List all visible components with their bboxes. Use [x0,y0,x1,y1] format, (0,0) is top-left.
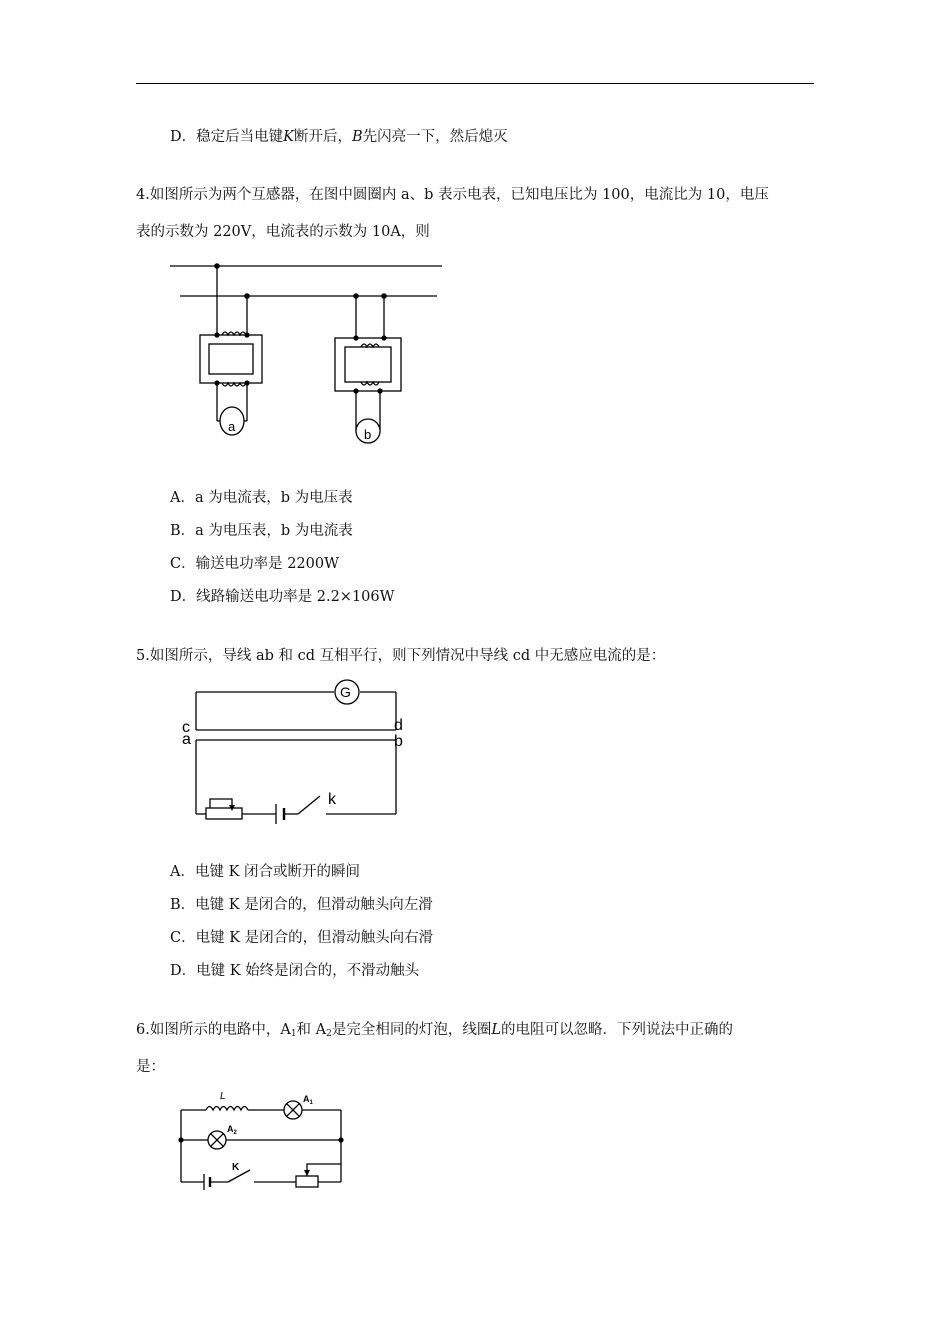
q6-stem-line2: 是： [136,1059,165,1075]
label-d: d [394,717,403,734]
q4-option-c: C．输送电功率是 2200W [170,556,340,572]
header-rule [136,83,814,84]
q6-stem-line1: 6.如图所示的电路中，$A_1$和 $A_2$是完全相同的灯泡，线圈L的电阻可以忽略．下列说法中正确的 [136,1022,734,1039]
label-c: c [182,719,190,736]
q5-option-d: D．电键 K 始终是闭合的，不滑动触头 [170,963,420,979]
meter-b-label: b [364,427,372,442]
lamp-a1-label: $A_1$ [303,1094,313,1106]
q3-option-d: D．稳定后当电键K断开后，B先闪亮一下，然后熄灭 [170,129,508,145]
q4-option-d: D．线路输送电功率是 2.2×106W [170,589,395,605]
switch-k-label: k [328,791,336,808]
q4-transformer-figure [160,255,460,450]
meter-a-label: a [228,419,236,434]
q4-stem-line1: 4.如图所示为两个互感器，在图中圆圈内 a、b 表示电表，已知电压比为 100，电流比为 10，电压 [136,187,769,203]
lamp-a2-label: $A_2$ [227,1124,237,1136]
label-b: b [394,733,403,750]
label-a: a [182,731,191,748]
coil-l-label: L [220,1091,226,1102]
q5-stem: 5.如图所示，导线 ab 和 cd 互相平行，则下列情况中导线 cd 中无感应电流的是： [136,648,666,664]
q5-parallel-wires-figure [180,680,420,825]
q5-option-a: A．电键 K 闭合或断开的瞬间 [170,864,361,880]
galvanometer-label: G [340,684,351,700]
q4-option-a: A．a 为电流表，b 为电压表 [170,490,353,506]
q4-option-b: B．a 为电压表，b 为电流表 [170,523,353,539]
q4-stem-line2: 表的示数为 220V，电流表的示数为 10A，则 [136,224,430,240]
q5-option-b: B．电键 K 是闭合的，但滑动触头向左滑 [170,897,433,913]
q5-option-c: C．电键 K 是闭合的，但滑动触头向右滑 [170,930,434,946]
q6-circuit-figure [170,1088,355,1198]
switch-k-label: K [232,1162,240,1173]
